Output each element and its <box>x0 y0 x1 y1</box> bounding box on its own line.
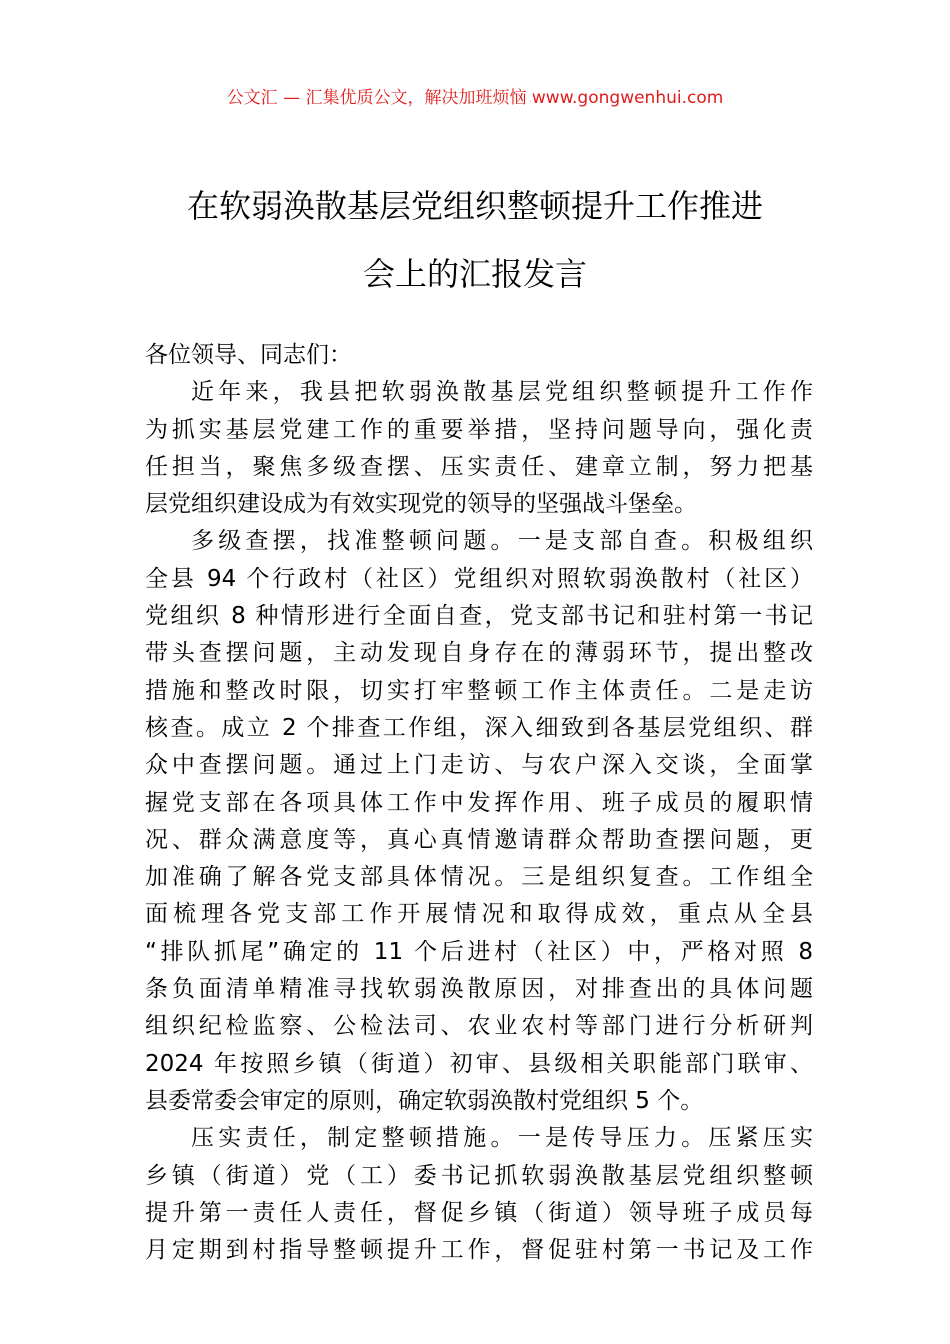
paragraph-line: 压实责任，制定整顿措施。一是传导压力。压紧压实 <box>191 1125 813 1152</box>
paragraph-line: 带头查摆问题，主动发现自身存在的薄弱环节，提出整改 <box>145 640 813 667</box>
paragraph-responsibility <box>145 1120 813 1269</box>
paragraph-line: 乡镇（街道）党（工）委书记抓软弱涣散基层党组织整顿 <box>145 1162 813 1189</box>
document-body <box>145 337 813 1269</box>
paragraph-line: 党组织 8 种情形进行全面自查，党支部书记和驻村第一书记 <box>145 603 813 630</box>
paragraph-line: 众中查摆问题。通过上门走访、与农户深入交谈，全面掌 <box>145 752 813 779</box>
paragraph-line: 握党支部在各项具体工作中发挥作用、班子成员的履职情 <box>145 789 813 816</box>
paragraph-line: 提升第一责任人责任，督促乡镇（街道）领导班子成员每 <box>145 1199 813 1226</box>
title-line-1: 在软弱涣散基层党组织整顿提升工作推进 <box>186 187 763 225</box>
paragraph-line: 多级查摆，找准整顿问题。一是支部自查。积极组织 <box>191 528 813 555</box>
paragraph-line: 任担当，聚焦多级查摆、压实责任、建章立制，努力把基 <box>145 453 813 480</box>
paragraph-line: 措施和整改时限，切实打牢整顿工作主体责任。二是走访 <box>145 677 813 704</box>
paragraph-line: 加准确了解各党支部具体情况。三是组织复查。工作组全 <box>145 864 813 891</box>
title-line-2: 会上的汇报发言 <box>362 255 587 293</box>
paragraph-line: 面梳理各党支部工作开展情况和取得成效，重点从全县 <box>145 901 813 928</box>
paragraph-line: 近年来，我县把软弱涣散基层党组织整顿提升工作作 <box>191 379 813 406</box>
site-banner: 公文汇 — 汇集优质公文，解决加班烦恼 www.gongwenhui.com <box>226 88 724 108</box>
salutation-text: 各位领导、同志们： <box>145 342 352 368</box>
paragraph-line: 2024 年按照乡镇（街道）初审、县级相关职能部门联审、 <box>145 1050 813 1077</box>
paragraph-line: 月定期到村指导整顿提升工作，督促驻村第一书记及工作 <box>145 1237 813 1264</box>
paragraph-line: “排队抓尾”确定的 11 个后进村（社区）中，严格对照 8 <box>145 938 813 965</box>
paragraph-line: 条负面清单精准寻找软弱涣散原因，对排查出的具体问题 <box>145 976 813 1003</box>
paragraph-line: 况、群众满意度等，真心真情邀请群众帮助查摆问题，更 <box>145 826 813 853</box>
paragraph-line: 县委常委会审定的原则，确定软弱涣散村党组织 5 个。 <box>145 1087 704 1114</box>
paragraph-line: 组织纪检监察、公检法司、农业农村等部门进行分析研判 <box>145 1013 813 1040</box>
paragraph-line: 全县 94 个行政村（社区）党组织对照软弱涣散村（社区） <box>145 565 813 592</box>
paragraph-line: 为抓实基层党建工作的重要举措，坚持问题导向，强化责 <box>145 416 813 443</box>
paragraph-inspection <box>145 523 813 1120</box>
paragraph-line: 层党组织建设成为有效实现党的领导的坚强战斗堡垒。 <box>145 491 697 518</box>
paragraph-intro <box>145 374 813 523</box>
document-title <box>80 172 870 308</box>
paragraph-line: 核查。成立 2 个排查工作组，深入细致到各基层党组织、群 <box>145 714 813 741</box>
salutation <box>145 337 813 374</box>
